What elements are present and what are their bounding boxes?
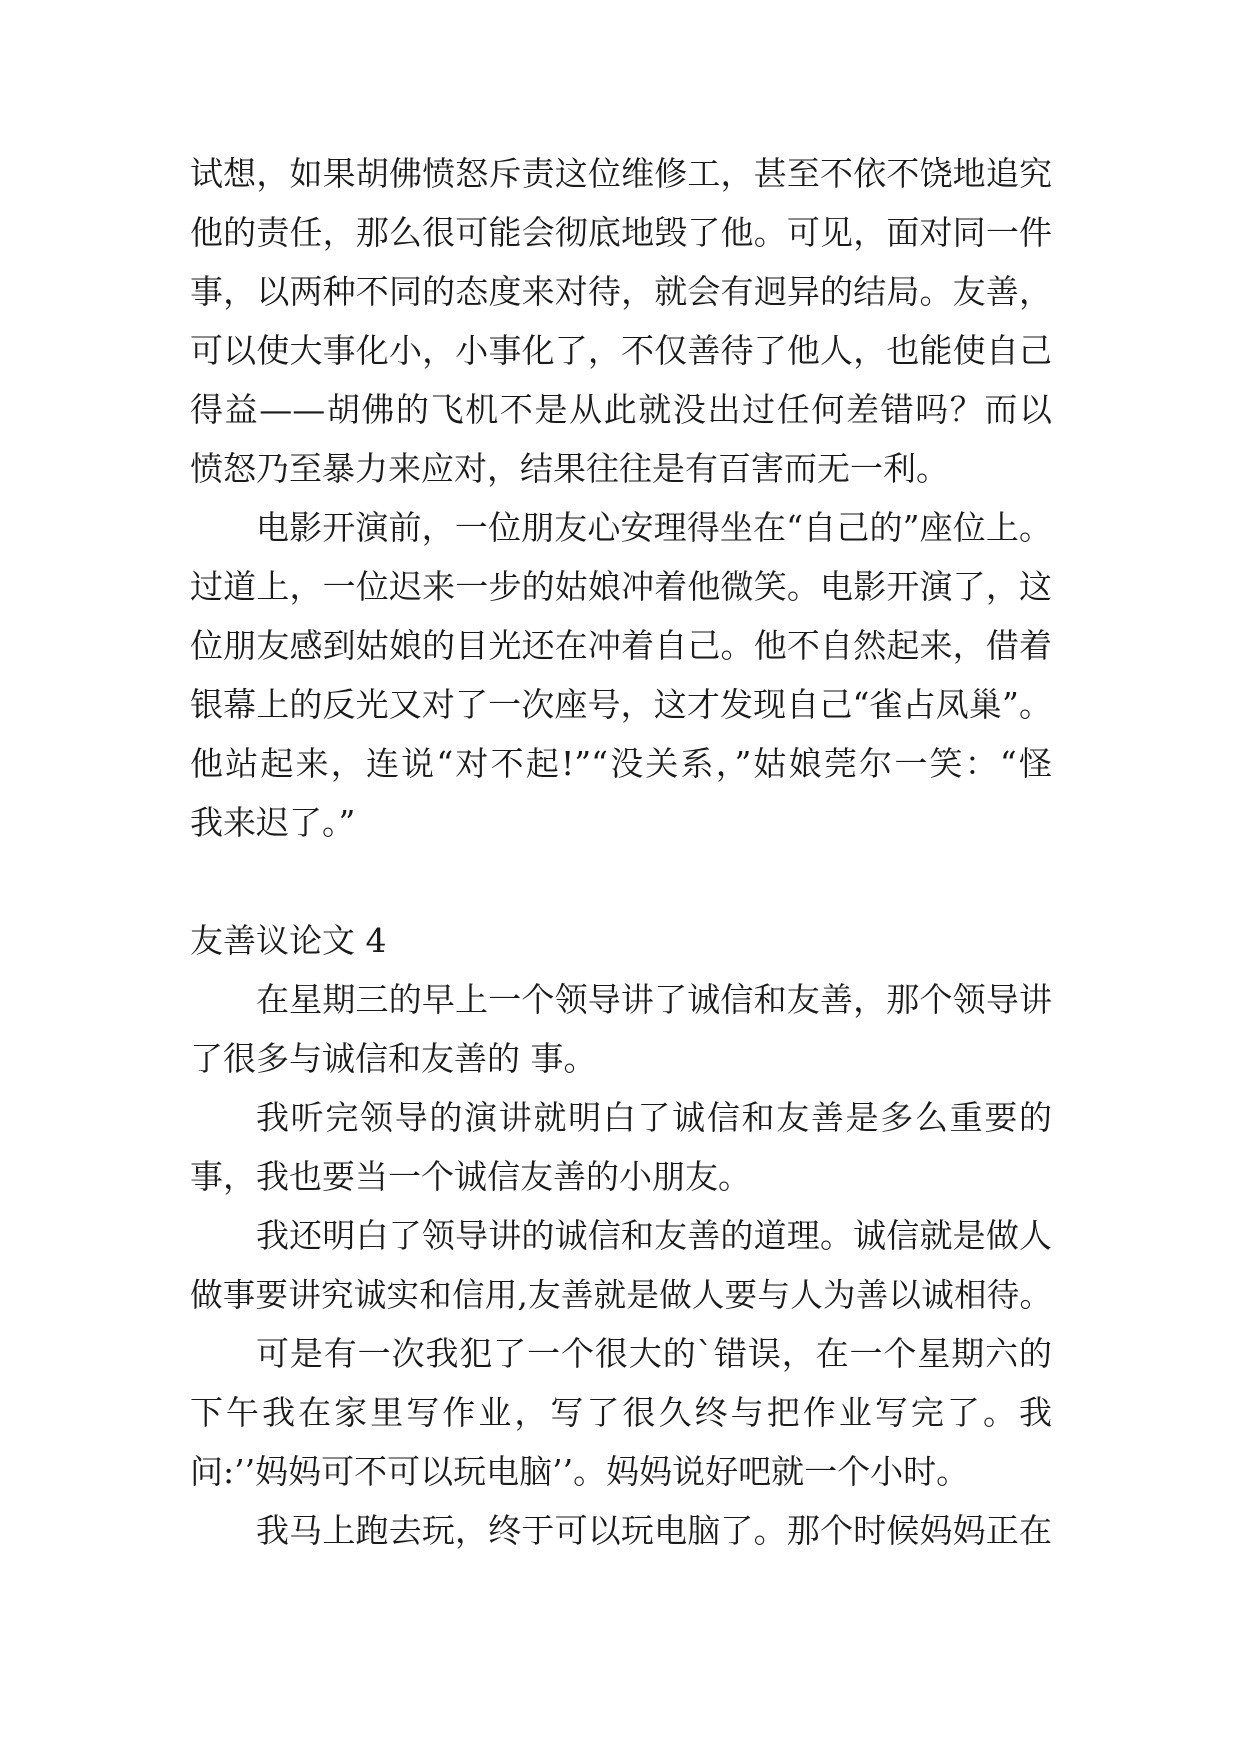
paragraph-line: 可以使大事化小，小事化了，不仅善待了他人，也能使自己 [190,331,1052,370]
paragraph-line: 我还明白了领导讲的诚信和友善的道理。诚信就是做人 [256,1216,1052,1255]
section-title: 友善议论文 4 [190,921,387,960]
paragraph-line: 事，我也要当一个诚信友善的小朋友。 [190,1157,751,1196]
paragraph-line: 他的责任，那么很可能会彻底地毁了他。可见，面对同一件 [190,213,1052,252]
paragraph-line: 位朋友感到姑娘的目光还在冲着自己。他不自然起来，借着 [190,626,1052,665]
paragraph-line: 试想，如果胡佛愤怒斥责这位维修工，甚至不依不饶地追究 [190,154,1052,193]
paragraph-line: 过道上，一位迟来一步的姑娘冲着他微笑。电影开演了，这 [190,567,1052,606]
paragraph-line: 下午我在家里写作业，写了很久终与把作业写完了。我 [190,1393,1052,1432]
paragraph-line: 得益——胡佛的飞机不是从此就没出过任何差错吗？而以 [190,390,1052,429]
paragraph-line: 我马上跑去玩，终于可以玩电脑了。那个时候妈妈正在 [256,1511,1052,1550]
paragraph-line: 愤怒乃至暴力来应对，结果往往是有百害而无一利。 [190,449,949,488]
paragraph-line: 问:’’妈妈可不可以玩电脑’’。妈妈说好吧就一个小时。 [190,1452,970,1491]
paragraph-line: 我来迟了。” [190,803,356,842]
paragraph-line: 做事要讲究诚实和信用,友善就是做人要与人为善以诚相待。 [190,1276,1052,1314]
paragraph-line: 电影开演前，一位朋友心安理得坐在“自己的”座位上。 [256,508,1052,547]
paragraph-line: 可是有一次我犯了一个很大的`错误，在一个星期六的 [256,1334,1052,1373]
paragraph-line: 我听完领导的演讲就明白了诚信和友善是多么重要的 [256,1098,1052,1137]
paragraph-line: 事，以两种不同的态度来对待，就会有迥异的结局。友善， [190,272,1052,311]
paragraph-line: 他站起来，连说“对不起!”“没关系，”姑娘莞尔一笑：“怪 [190,744,1052,783]
paragraph-line: 在星期三的早上一个领导讲了诚信和友善，那个领导讲 [256,980,1052,1019]
paragraph-line: 银幕上的反光又对了一次座号，这才发现自己“雀占凤巢”。 [190,685,1052,724]
paragraph-line: 了很多与诚信和友善的 事。 [190,1039,597,1078]
